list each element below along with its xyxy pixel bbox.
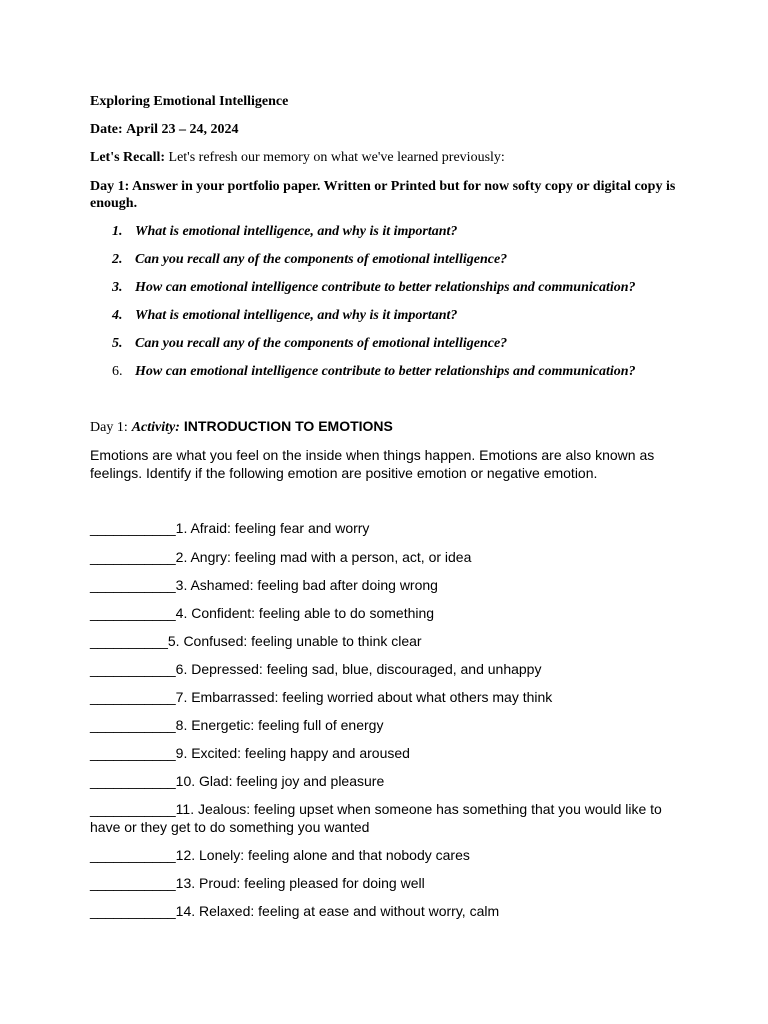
emotion-text: 7. Embarrassed: feeling worried about what others may think bbox=[175, 689, 553, 705]
activity-label: Activity: bbox=[131, 420, 180, 435]
emotion-item bbox=[90, 660, 680, 678]
answer-blank: ___________ bbox=[90, 549, 176, 565]
answer-blank: __________ bbox=[90, 633, 168, 649]
emotion-text: 9. Excited: feeling happy and aroused bbox=[175, 745, 410, 761]
emotion-item bbox=[90, 744, 680, 762]
answer-blank: ___________ bbox=[90, 520, 176, 536]
question-item bbox=[112, 335, 712, 352]
answer-blank: ___________ bbox=[90, 745, 176, 761]
emotion-item bbox=[90, 846, 680, 864]
question-item bbox=[112, 251, 712, 268]
question-text: How can emotional intelligence contribute to better relationships and communication? bbox=[135, 364, 636, 379]
answer-blank: ___________ bbox=[90, 577, 176, 593]
question-number: 3. bbox=[112, 280, 123, 295]
answer-blank: ___________ bbox=[90, 717, 176, 733]
question-number: 1. bbox=[112, 224, 123, 239]
emotion-text: 4. Confident: feeling able to do something bbox=[175, 605, 435, 621]
recall-label: Let's Recall: bbox=[90, 150, 166, 165]
activity-title: INTRODUCTION TO EMOTIONS bbox=[183, 418, 393, 434]
recall-line bbox=[90, 149, 690, 166]
intro-paragraph: Emotions are what you feel on the inside when things happen. Emotions are also known as feelings. Identify if the following emotion are positive emotion or negative emotion. bbox=[90, 447, 655, 481]
emotion-item bbox=[90, 772, 680, 790]
document-title: Exploring Emotional Intelligence bbox=[90, 94, 289, 109]
emotion-item bbox=[90, 632, 680, 650]
date-line bbox=[90, 121, 690, 138]
emotion-text: 5. Confused: feeling unable to think clear bbox=[167, 633, 422, 649]
answer-blank: ___________ bbox=[90, 661, 176, 677]
emotion-text: 6. Depressed: feeling sad, blue, discouraged, and unhappy bbox=[175, 661, 542, 677]
question-item bbox=[112, 223, 712, 240]
emotion-text: 2. Angry: feeling mad with a person, act, or idea bbox=[175, 549, 472, 565]
question-text: Can you recall any of the components of emotional intelligence? bbox=[135, 252, 508, 267]
emotion-text: 10. Glad: feeling joy and pleasure bbox=[175, 773, 385, 789]
emotion-item bbox=[90, 800, 665, 836]
question-item bbox=[112, 279, 712, 296]
answer-blank: ___________ bbox=[90, 903, 176, 919]
answer-blank: ___________ bbox=[90, 605, 176, 621]
emotion-item bbox=[90, 688, 680, 706]
question-number: 2. bbox=[112, 252, 123, 267]
question-item bbox=[112, 307, 712, 324]
emotion-text: 8. Energetic: feeling full of energy bbox=[175, 717, 384, 733]
question-text: Can you recall any of the components of emotional intelligence? bbox=[135, 336, 508, 351]
emotion-item bbox=[90, 902, 680, 920]
emotion-item bbox=[90, 874, 680, 892]
answer-blank: ___________ bbox=[90, 801, 176, 817]
activity-day: Day 1: bbox=[90, 420, 128, 435]
date-value: April 23 – 24, 2024 bbox=[126, 122, 239, 137]
emotion-item bbox=[90, 716, 680, 734]
day1-instructions: Day 1: Answer in your portfolio paper. Written or Printed but for now softy copy or digital copy is enough. bbox=[90, 179, 676, 211]
emotion-item bbox=[90, 548, 680, 566]
question-item bbox=[112, 363, 712, 380]
emotion-item bbox=[90, 604, 680, 622]
emotion-text: 1. Afraid: feeling fear and worry bbox=[175, 520, 370, 536]
emotion-item bbox=[90, 576, 680, 594]
date-label: Date: bbox=[90, 122, 123, 137]
emotion-text: 13. Proud: feeling pleased for doing well bbox=[175, 875, 425, 891]
answer-blank: ___________ bbox=[90, 689, 176, 705]
emotion-text: 12. Lonely: feeling alone and that nobody cares bbox=[175, 847, 470, 863]
question-number: 6. bbox=[112, 364, 123, 379]
recall-text: Let's refresh our memory on what we've learned previously: bbox=[168, 150, 505, 165]
question-text: What is emotional intelligence, and why is it important? bbox=[135, 308, 458, 323]
answer-blank: ___________ bbox=[90, 847, 176, 863]
question-text: How can emotional intelligence contribute to better relationships and communication? bbox=[135, 280, 636, 295]
emotion-item bbox=[90, 519, 680, 537]
answer-blank: ___________ bbox=[90, 875, 176, 891]
answer-blank: ___________ bbox=[90, 773, 176, 789]
emotion-text: 3. Ashamed: feeling bad after doing wrong bbox=[175, 577, 438, 593]
question-number: 5. bbox=[112, 336, 123, 351]
emotion-text: 11. Jealous: feeling upset when someone has something that you would like to have or they get to do something you wanted bbox=[90, 801, 662, 835]
question-number: 4. bbox=[112, 308, 123, 323]
activity-heading bbox=[90, 418, 690, 436]
question-text: What is emotional intelligence, and why is it important? bbox=[135, 224, 458, 239]
emotion-text: 14. Relaxed: feeling at ease and without worry, calm bbox=[175, 903, 500, 919]
